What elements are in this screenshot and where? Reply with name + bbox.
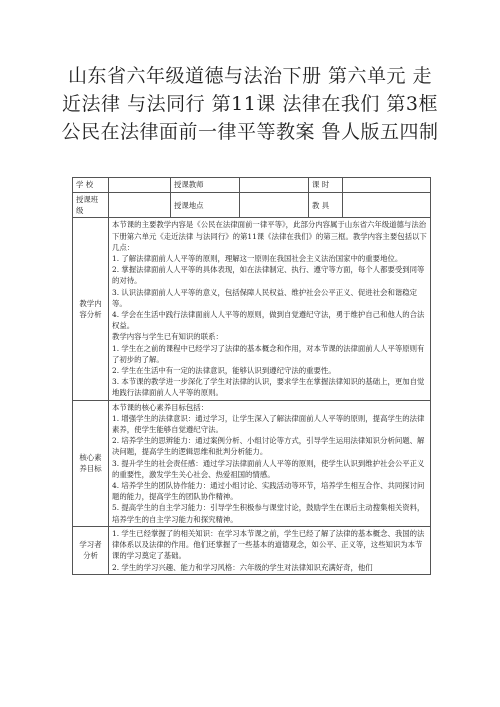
paragraph: 4. 学会在生活中践行法律面前人人平等的原则，做到自觉遵纪守法，勇于维护自己和他人的合法权益。: [112, 310, 425, 331]
lesson-plan-table: [72, 177, 431, 575]
paragraph: 3. 认识法律面前人人平等的意义，包括保障人民权益、维护社会公平正义、促进社会和谐稳定等。: [112, 287, 418, 308]
paragraph: 2. 培养学生的思辨能力：通过案例分析、小组讨论等方式，引导学生运用法律知识分析问题、解决问题，提高学生的逻辑思维和批判分析能力。: [112, 436, 425, 457]
section-body: [109, 218, 431, 400]
section-core-competency: [73, 400, 431, 526]
place-label: 授课地点: [171, 193, 240, 218]
paragraph: 本节课的核心素养目标包括：: [112, 402, 209, 412]
section-content-analysis: [73, 218, 431, 400]
class-value: [109, 193, 171, 218]
paragraph: 2. 学生在生活中有一定的法律意识，能够认识到遵纪守法的重要性。: [112, 366, 336, 376]
section-label: 核心素养目标: [73, 400, 109, 526]
paragraph: 1. 学生在之前的课程中已经学习了法律的基本概念和作用，对本节课的法律面前人人平等原则有了初步的了解。: [112, 343, 425, 364]
school-label: 学 校: [73, 178, 109, 193]
school-value: [109, 178, 171, 193]
period-label: 课 时: [309, 178, 343, 193]
textbook-label: 教 具: [309, 193, 343, 218]
paragraph: 1. 增强学生的法律意识：通过学习，让学生深入了解法律面前人人平等的原则，提高学生的法律素养，使学生能够自觉遵纪守法。: [112, 413, 425, 435]
paragraph: 2. 掌握法律面前人人平等的具体表现，如在法律制定、执行、遵守等方面，每个人都要受到同等的对待。: [112, 265, 425, 286]
paragraph: 本节课的主要教学内容是《公民在法律面前一律平等》，此部分内容属于山东省六年级道德与法治下册第六单元《走近法律 与法同行》的第11课《法律在我们》的第三框。教学内容主要包括以下几点：: [112, 220, 427, 252]
paragraph: 3. 提升学生的社会责任感：通过学习法律面前人人平等的原则，使学生认识到维护社会公平正义的重要性，激发学生关心社会、热爱祖国的情感。: [112, 458, 425, 479]
section-label: 学习者分析: [73, 526, 109, 574]
section-body: [109, 400, 431, 526]
section-body: [109, 526, 431, 574]
paragraph: 4. 培养学生的团队协作能力：通过小组讨论、实践活动等环节，培养学生相互合作、共同探讨问题的能力，提高学生的团队协作精神。: [112, 481, 425, 502]
paragraph: 1. 学生已经掌握了的相关知识：在学习本节课之前，学生已经了解了法律的基本概念、我国的法律体系以及法律的作用。他们还掌握了一些基本的道德观念，如公平、正义等，这些知识为本节课的学习奠定了基础。: [112, 528, 425, 561]
period-value: [343, 178, 431, 193]
teacher-value: [240, 178, 309, 193]
paragraph: 1. 了解法律面前人人平等的原则，理解这一原则在我国社会主义法治国家中的重要地位。: [112, 254, 403, 264]
place-value: [240, 193, 309, 218]
class-label: 授课班级: [73, 193, 109, 218]
paragraph: 3. 本节课的教学进一步深化了学生对法律的认识，要求学生在掌握法律知识的基础上，更加自觉地践行法律面前人人平等的原则。: [112, 377, 425, 398]
header-row-2: [73, 193, 431, 218]
section-learner-analysis: [73, 526, 431, 574]
header-row-1: [73, 178, 431, 193]
paragraph: 5. 提高学生的自主学习能力：引导学生积极参与课堂讨论，鼓励学生在课后主动搜集相关资料，培养学生的自主学习能力和探究精神。: [112, 503, 425, 524]
document-title: 山东省六年级道德与法治下册 第六单元 走近法律 与法同行 第11课 法律在我们 第3框 公民在法律面前一律平等教案 鲁人版五四制: [61, 65, 439, 143]
paragraph: 教学内容与学生已有知识的联系：: [112, 332, 223, 342]
section-label: 教学内容分析: [73, 218, 109, 400]
textbook-value: [343, 193, 431, 218]
teacher-label: 授课教师: [171, 178, 240, 193]
paragraph: 2. 学生的学习兴趣、能力和学习风格：六年级的学生对法律知识充满好奇，他们: [112, 562, 373, 572]
